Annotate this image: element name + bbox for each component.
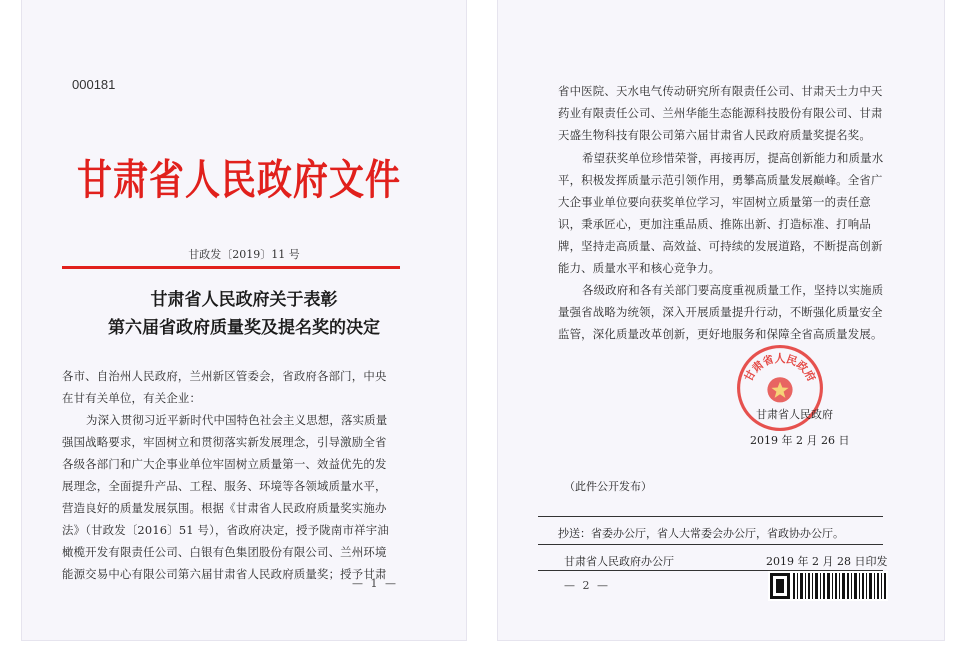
document-page-2 — [498, 0, 944, 640]
seal-text: 甘肃省人民政府 — [741, 351, 819, 384]
body-line: 各级政府和各有关部门要高度重视质量工作，坚持以实施质 — [582, 283, 884, 297]
publication-note: （此件公开发布） — [564, 480, 652, 493]
red-separator-line — [62, 266, 400, 269]
body-line: 能力、质量水平和核心竞争力。 — [558, 261, 721, 275]
divider-line — [538, 516, 883, 517]
issuer-name: 甘肃省人民政府 — [756, 408, 833, 421]
document-page-1 — [22, 0, 466, 640]
body-line: 天盛生物科技有限公司第六届甘肃省人民政府质量奖提名奖。 — [558, 128, 871, 142]
body-line: 各级各部门和广大企事业单位牢固树立质量第一、效益优先的发 — [62, 457, 387, 471]
body-line: 识，秉承匠心，更加注重品质、推陈出新、打造标准、打响品 — [558, 217, 871, 231]
footer-issuing-office: 甘肃省人民政府办公厅 — [564, 555, 674, 568]
document-title-line-1: 甘肃省人民政府关于表彰 — [150, 290, 338, 310]
body-line: 监管，深化质量改革创新，更好地服务和保障全省高质量发展。 — [558, 327, 883, 341]
body-line: 平，积极发挥质量示范引领作用，勇攀高质量发展巅峰。全省广 — [558, 173, 883, 187]
body-line: 省中医院、天水电气传动研究所有限责任公司、甘肃天士力中天 — [558, 84, 883, 98]
document-title-line-2: 第六届省政府质量奖及提名奖的决定 — [108, 318, 380, 338]
body-line: 橄榄开发有限责任公司、白银有色集团股份有限公司、兰州环境 — [62, 545, 387, 559]
signing-date: 2019 年 2 月 26 日 — [750, 434, 850, 447]
page-number: — 2 — — [564, 579, 610, 592]
body-line: 法》（甘政发〔2016〕51 号），省政府决定，授予陇南市祥宇油 — [62, 523, 389, 537]
page-number: — 1 — — [352, 577, 398, 590]
body-line: 强国战略要求，牢固树立和贯彻落实新发展理念，引导激励全省 — [62, 435, 387, 449]
body-line: 希望获奖单位珍惜荣誉，再接再厉，提高创新能力和质量水 — [582, 151, 884, 165]
footer-print-date: 2019 年 2 月 28 日印发 — [766, 555, 888, 568]
body-line: 为深入贯彻习近平新时代中国特色社会主义思想，落实质量 — [86, 413, 388, 427]
body-line: 牌，坚持走高质量、高效益、可持续的发展道路，不断提高创新 — [558, 239, 883, 253]
body-line: 大企事业单位要向获奖单位学习，牢固树立质量第一的责任意 — [558, 195, 871, 209]
body-line: 药业有限责任公司、兰州华能生态能源科技股份有限公司、甘肃 — [558, 106, 883, 120]
document-header: 甘肃省人民政府文件 — [77, 157, 402, 205]
body-line: 各市、自治州人民政府，兰州新区管委会，省政府各部门，中央 — [62, 369, 387, 383]
body-line: 展理念，全面提升产品、工程、服务、环境等各领域质量水平， — [62, 479, 387, 493]
barcode-image — [768, 571, 888, 601]
body-line: 在甘有关单位，有关企业： — [62, 391, 202, 405]
divider-line — [538, 544, 883, 545]
cc-list: 抄送：省委办公厅，省人大常委会办公厅，省政协办公厅。 — [558, 527, 844, 540]
body-line: 能源交易中心有限公司第六届甘肃省人民政府质量奖；授予甘肃 — [62, 567, 387, 581]
body-line: 量强省战略为统领，深入开展质量提升行动，不断强化质量安全 — [558, 305, 883, 319]
document-number: 甘政发〔2019〕11 号 — [188, 248, 300, 261]
serial-number: 000181 — [72, 77, 116, 92]
body-line: 营造良好的质量发展氛围。根据《甘肃省人民政府质量奖实施办 — [62, 501, 387, 515]
